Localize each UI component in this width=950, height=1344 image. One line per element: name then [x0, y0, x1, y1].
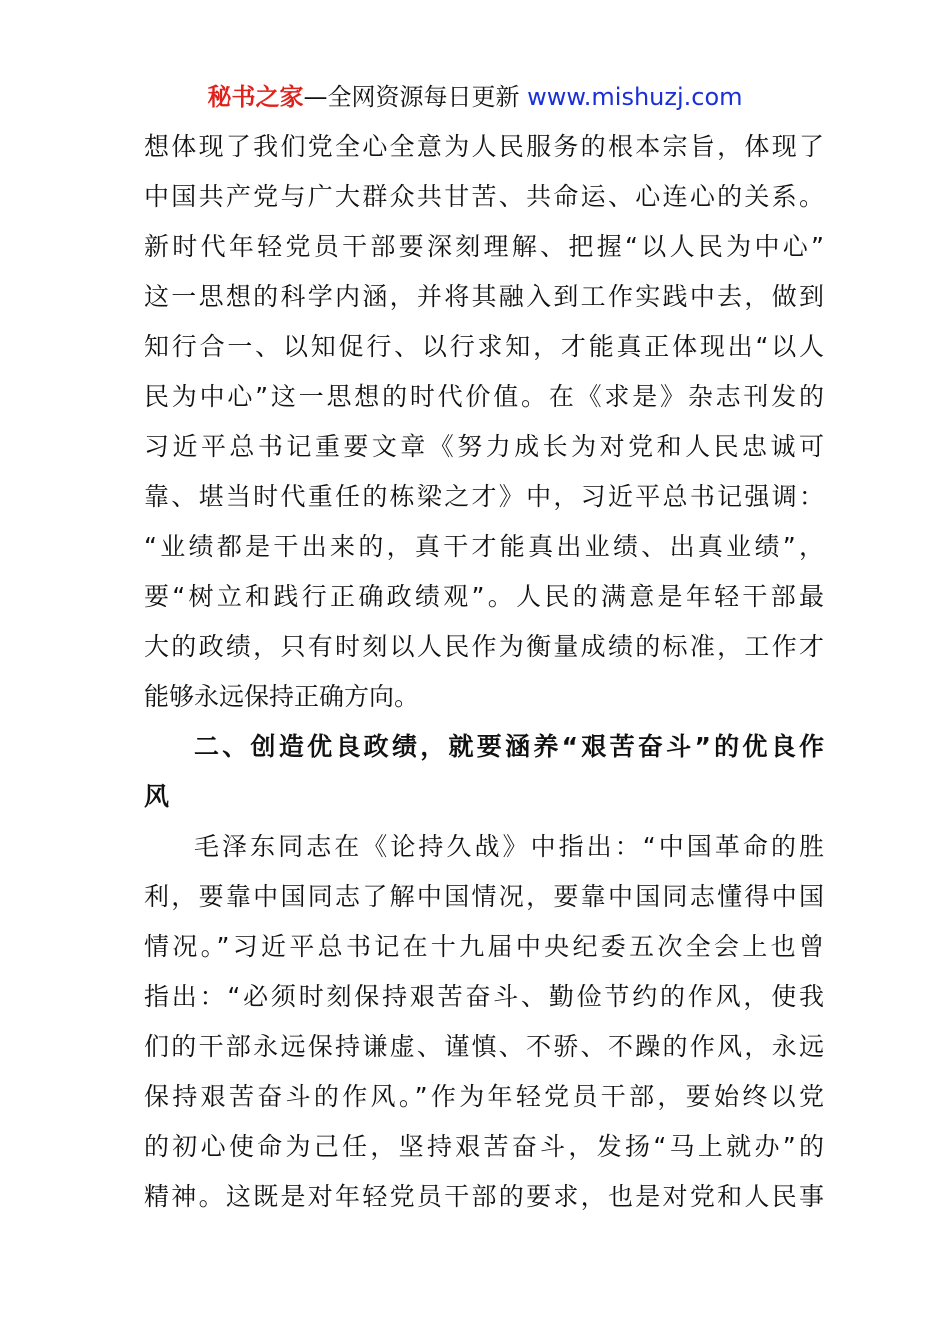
page-header — [0, 80, 950, 114]
text-line: 习近平总书记重要文章《努力成长为对党和人民忠诚可 — [144, 432, 824, 461]
text-line: 们的干部永远保持谦虚、谨慎、不骄、不躁的作风，永远 — [144, 1032, 824, 1061]
section-heading-continued: 风 — [144, 782, 170, 811]
text-line: 保持艰苦奋斗的作风。”作为年轻党员干部，要始终以党 — [144, 1082, 824, 1111]
text-line: 中国共产党与广大群众共甘苦、共命运、心连心的关系。 — [144, 182, 824, 211]
text-line: 的初心使命为己任，坚持艰苦奋斗，发扬“马上就办”的 — [144, 1132, 824, 1161]
article-body — [144, 122, 824, 1222]
text-line: 要“树立和践行正确政绩观”。人民的满意是年轻干部最 — [144, 582, 824, 611]
text-line: 大的政绩，只有时刻以人民作为衡量成绩的标准，工作才 — [144, 632, 824, 661]
brand-name: 秘书之家 — [207, 83, 304, 111]
text-line: 靠、堪当时代重任的栋梁之才》中，习近平总书记强调： — [144, 482, 824, 511]
text-line: 情况。”习近平总书记在十九届中央纪委五次全会上也曾 — [144, 932, 824, 961]
text-line: 新时代年轻党员干部要深刻理解、把握“以人民为中心” — [144, 232, 824, 261]
text-line: 指出：“必须时刻保持艰苦奋斗、勤俭节约的作风，使我 — [144, 982, 824, 1011]
text-line: 民为中心”这一思想的时代价值。在《求是》杂志刊发的 — [144, 382, 824, 411]
text-line: “业绩都是干出来的，真干才能真出业绩、出真业绩”， — [144, 532, 824, 561]
section-heading: 二、创造优良政绩，就要涵养“艰苦奋斗”的优良作 — [194, 732, 824, 761]
text-line: 利，要靠中国同志了解中国情况，要靠中国同志懂得中国 — [144, 882, 824, 911]
text-line: 想体现了我们党全心全意为人民服务的根本宗旨，体现了 — [144, 132, 824, 161]
text-line: 知行合一、以知促行、以行求知，才能真正体现出“以人 — [144, 332, 824, 361]
text-line: 精神。这既是对年轻党员干部的要求，也是对党和人民事 — [144, 1182, 824, 1211]
text-line: 这一思想的科学内涵，并将其融入到工作实践中去，做到 — [144, 282, 824, 311]
text-line: 能够永远保持正确方向。 — [144, 682, 420, 711]
paragraph-first-line: 毛泽东同志在《论持久战》中指出：“中国革命的胜 — [194, 832, 824, 861]
header-tagline: —全网资源每日更新 — [303, 83, 520, 111]
site-url-link[interactable]: www.mishuzj.com — [527, 83, 743, 111]
